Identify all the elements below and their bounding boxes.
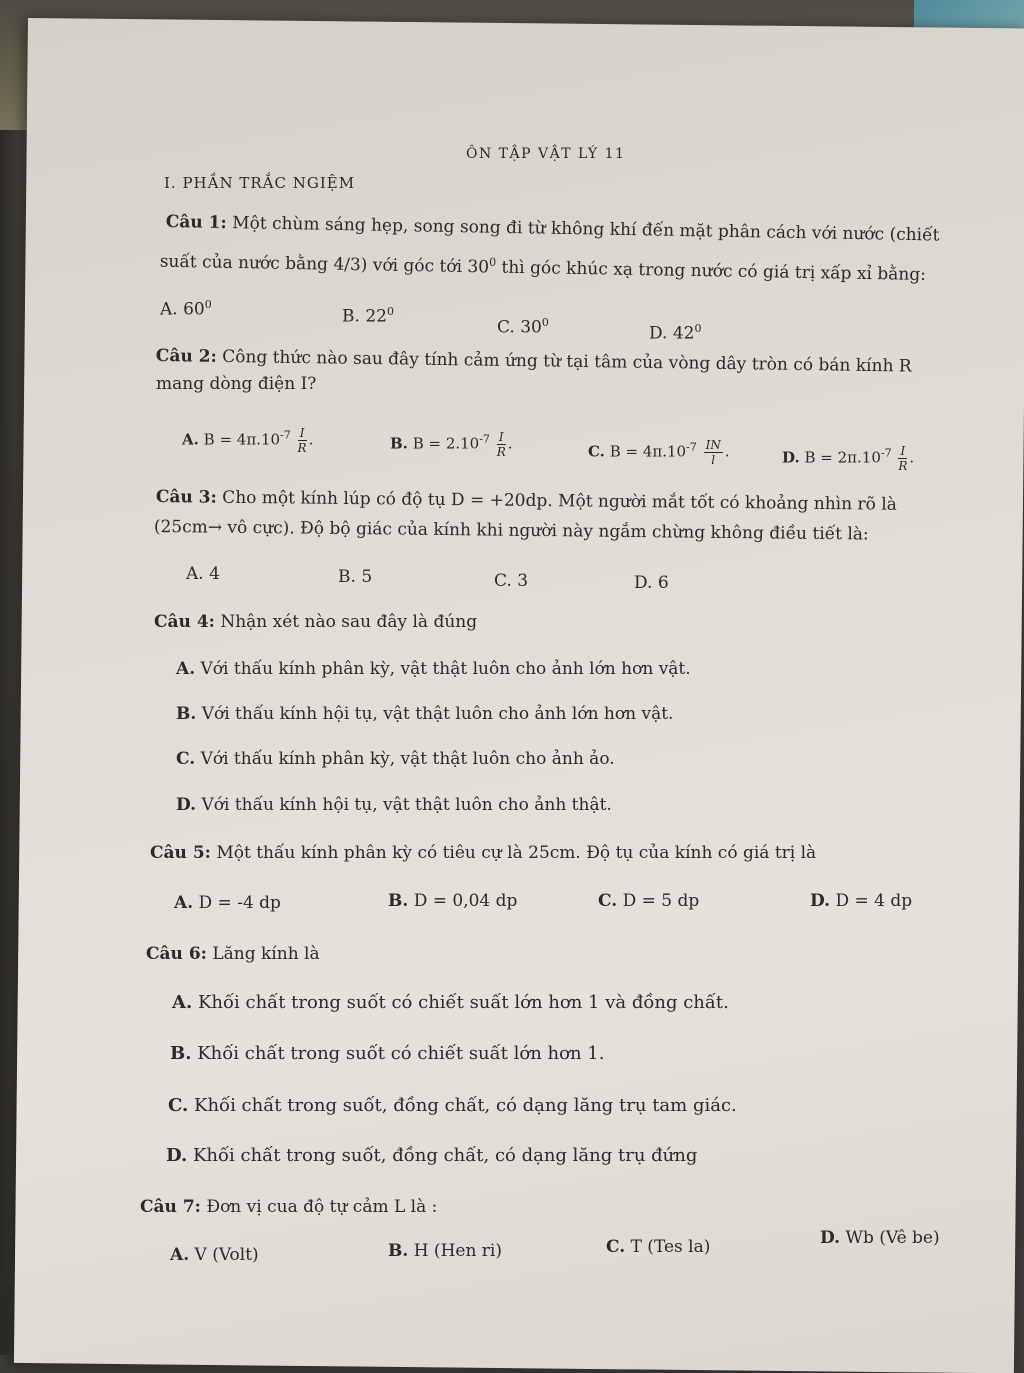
question-1-line-2	[160, 250, 926, 285]
question-1-option-c[interactable]	[497, 316, 549, 338]
option-value: 22	[365, 306, 387, 327]
question-4-label: Câu 4:	[154, 612, 215, 632]
option-value: Với thấu kính phân kỳ, vật thật luôn cho ảnh ảo.	[200, 749, 615, 769]
question-3-option-c[interactable]	[494, 571, 528, 591]
question-5-line-1	[150, 843, 816, 863]
option-value: H (Hen ri)	[413, 1241, 502, 1261]
fraction-numerator: I	[497, 430, 506, 445]
option-value: Khối chất trong suốt, đồng chất, có dạng lăng trụ tam giác.	[194, 1095, 737, 1116]
formula-fraction	[704, 438, 723, 467]
question-5-option-b[interactable]	[388, 891, 517, 911]
formula-fraction	[298, 426, 307, 455]
option-value: 5	[361, 567, 373, 587]
question-1-text: Một chùm sáng hẹp, song song đi từ không khí đến mặt phân cách với nước (chiết	[231, 213, 940, 246]
question-2-option-a[interactable]	[182, 426, 313, 455]
question-5-option-d[interactable]	[810, 891, 912, 911]
option-value: Khối chất trong suốt, đồng chất, có dạng lăng trụ đứng	[192, 1145, 698, 1166]
option-label: A.	[170, 1245, 190, 1265]
fraction-denominator: R	[898, 459, 908, 473]
option-label: A.	[182, 430, 199, 449]
option-label: D.	[166, 1145, 188, 1166]
question-1-text-a: suất của nước bằng 4/3) với góc tới 30	[159, 251, 490, 278]
option-value: Với thấu kính hội tụ, vật thật luôn cho ảnh thật.	[201, 795, 612, 815]
question-3-line-1	[156, 487, 897, 515]
question-5-option-c[interactable]	[598, 891, 699, 911]
question-1-label: Câu 1:	[165, 212, 227, 234]
question-4-option-c[interactable]	[176, 749, 615, 769]
formula-exponent: -7	[479, 432, 490, 446]
fraction-denominator: R	[297, 441, 307, 455]
option-value: D = -4 dp	[198, 893, 281, 913]
option-label: B.	[338, 567, 356, 587]
question-3-label: Câu 3:	[155, 487, 217, 508]
option-value: Khối chất trong suốt có chiết suất lớn hơn 1 và đồng chất.	[197, 992, 729, 1013]
question-3-line-2: (25cm→ vô cực). Độ bộ giác của kính khi người này ngắm chừng không điều tiết là:	[153, 517, 869, 545]
option-label: C.	[588, 442, 605, 461]
question-1-option-d[interactable]	[649, 322, 701, 344]
formula-base: B = 4π.10	[203, 430, 281, 449]
question-6-option-a[interactable]	[172, 992, 729, 1013]
question-7-label: Câu 7:	[140, 1197, 201, 1217]
formula-base: B = 2π.10	[804, 448, 881, 467]
option-label: A.	[160, 299, 178, 320]
question-6-line-1	[146, 944, 320, 964]
question-7-option-c[interactable]	[606, 1237, 710, 1257]
question-5-text: Một thấu kính phân kỳ có tiêu cự là 25cm. Độ tụ của kính có giá trị là	[216, 843, 817, 863]
question-2-line-1	[156, 346, 912, 377]
option-value: V (Volt)	[194, 1245, 259, 1265]
option-label: D.	[810, 891, 831, 911]
option-label: A.	[174, 893, 194, 913]
question-7-line-1	[140, 1197, 437, 1217]
option-value: D = 4 dp	[835, 891, 913, 911]
option-label: D.	[634, 573, 653, 593]
fraction-numerator: IN	[705, 438, 721, 452]
option-value: T (Tes la)	[630, 1237, 711, 1257]
question-3-option-a[interactable]	[186, 564, 220, 584]
question-5-option-a[interactable]	[174, 893, 281, 913]
question-2-option-b[interactable]	[390, 430, 513, 459]
question-4-option-d[interactable]	[176, 795, 612, 815]
option-value: Wb (Vê be)	[845, 1228, 940, 1248]
option-label: B.	[390, 434, 408, 453]
option-value: Với thấu kính hội tụ, vật thật luôn cho ảnh lớn hơn vật.	[201, 704, 674, 724]
question-1-text-b: thì góc khúc xạ trong nước có giá trị xấp xỉ bằng:	[495, 257, 927, 286]
option-label: B.	[388, 1241, 409, 1261]
question-1-option-b[interactable]	[342, 305, 394, 327]
question-4-text: Nhận xét nào sau đây là đúng	[220, 612, 478, 632]
option-label: B.	[176, 704, 197, 724]
question-1-line-1	[166, 212, 940, 245]
option-label: C.	[606, 1237, 626, 1257]
question-4-option-b[interactable]	[176, 704, 673, 724]
option-value: D = 0,04 dp	[413, 891, 518, 911]
option-label: B.	[342, 306, 360, 327]
formula-exponent: -7	[686, 440, 697, 454]
section-heading: I. PHẦN TRẮC NGIỆM	[164, 174, 356, 192]
question-7-option-b[interactable]	[388, 1241, 502, 1261]
fraction-numerator: I	[298, 426, 307, 441]
option-label: C.	[598, 891, 618, 911]
formula-exponent: -7	[280, 428, 291, 442]
question-3-option-b[interactable]	[338, 567, 372, 587]
document-title: ÔN TẬP VẬT LÝ 11	[466, 146, 626, 162]
formula-fraction	[898, 444, 907, 473]
option-degree: 0	[694, 322, 702, 335]
formula-exponent: -7	[880, 446, 892, 460]
option-label: C.	[176, 749, 196, 769]
question-6-option-c[interactable]	[168, 1095, 737, 1116]
option-label: D.	[782, 448, 800, 467]
question-2-text: Công thức nào sau đây tính cảm ứng từ tại tâm của vòng dây tròn có bán kính R	[222, 346, 912, 377]
option-value: 42	[672, 323, 695, 344]
formula-end: .	[308, 430, 314, 449]
option-label: D.	[649, 323, 668, 344]
question-6-option-d[interactable]	[166, 1145, 697, 1166]
question-4-option-a[interactable]	[176, 659, 691, 679]
question-1-option-a[interactable]	[160, 298, 212, 320]
option-value: D = 5 dp	[622, 891, 700, 911]
option-value: 3	[517, 571, 529, 591]
formula-end: .	[507, 434, 513, 453]
option-label: D.	[176, 795, 197, 815]
question-2-option-c[interactable]	[588, 438, 730, 467]
question-4-line-1	[154, 612, 477, 632]
formula-fraction	[497, 430, 506, 459]
option-value: Khối chất trong suốt có chiết suất lớn hơn 1.	[197, 1043, 605, 1064]
formula-end: .	[724, 442, 730, 461]
fraction-denominator: R	[496, 445, 506, 459]
option-label: C.	[168, 1095, 189, 1116]
option-label: A.	[186, 564, 204, 584]
question-2-label: Câu 2:	[155, 346, 217, 367]
fraction-denominator: l	[711, 453, 716, 467]
option-label: C.	[494, 571, 512, 591]
formula-end: .	[909, 448, 915, 467]
question-6-text: Lăng kính là	[212, 944, 320, 964]
question-7-option-a[interactable]	[170, 1245, 259, 1265]
option-label: B.	[170, 1043, 192, 1064]
question-7-text: Đơn vị cua độ tự cảm L là :	[206, 1197, 438, 1217]
option-label: B.	[388, 891, 409, 911]
option-value: 4	[209, 564, 220, 584]
option-label: D.	[820, 1228, 841, 1248]
question-5-label: Câu 5:	[150, 843, 211, 863]
option-degree: 0	[386, 305, 394, 318]
option-label: A.	[172, 992, 193, 1013]
option-value: 30	[520, 317, 542, 338]
option-label: C.	[497, 317, 515, 338]
question-3-option-d[interactable]	[634, 573, 669, 593]
option-degree: 0	[541, 316, 549, 329]
option-degree: 0	[204, 298, 212, 311]
option-value: 6	[657, 573, 669, 593]
question-6-label: Câu 6:	[146, 944, 207, 964]
question-2-line-2: mang dòng điện I?	[156, 374, 317, 394]
fraction-numerator: I	[898, 444, 907, 459]
option-value: Với thấu kính phân kỳ, vật thật luôn cho ảnh lớn hơn vật.	[200, 659, 691, 679]
formula-base: B = 2.10	[412, 434, 480, 453]
question-7-option-d[interactable]	[820, 1228, 940, 1248]
option-label: A.	[176, 659, 196, 679]
option-value: 60	[183, 299, 205, 320]
question-6-option-b[interactable]	[170, 1043, 604, 1064]
question-3-text: Cho một kính lúp có độ tụ D = +20dp. Một người mắt tốt có khoảng nhìn rõ là	[222, 487, 897, 515]
question-2-option-d[interactable]	[782, 444, 914, 473]
question-1-degree: 0	[489, 255, 497, 269]
formula-base: B = 4π.10	[609, 442, 687, 461]
